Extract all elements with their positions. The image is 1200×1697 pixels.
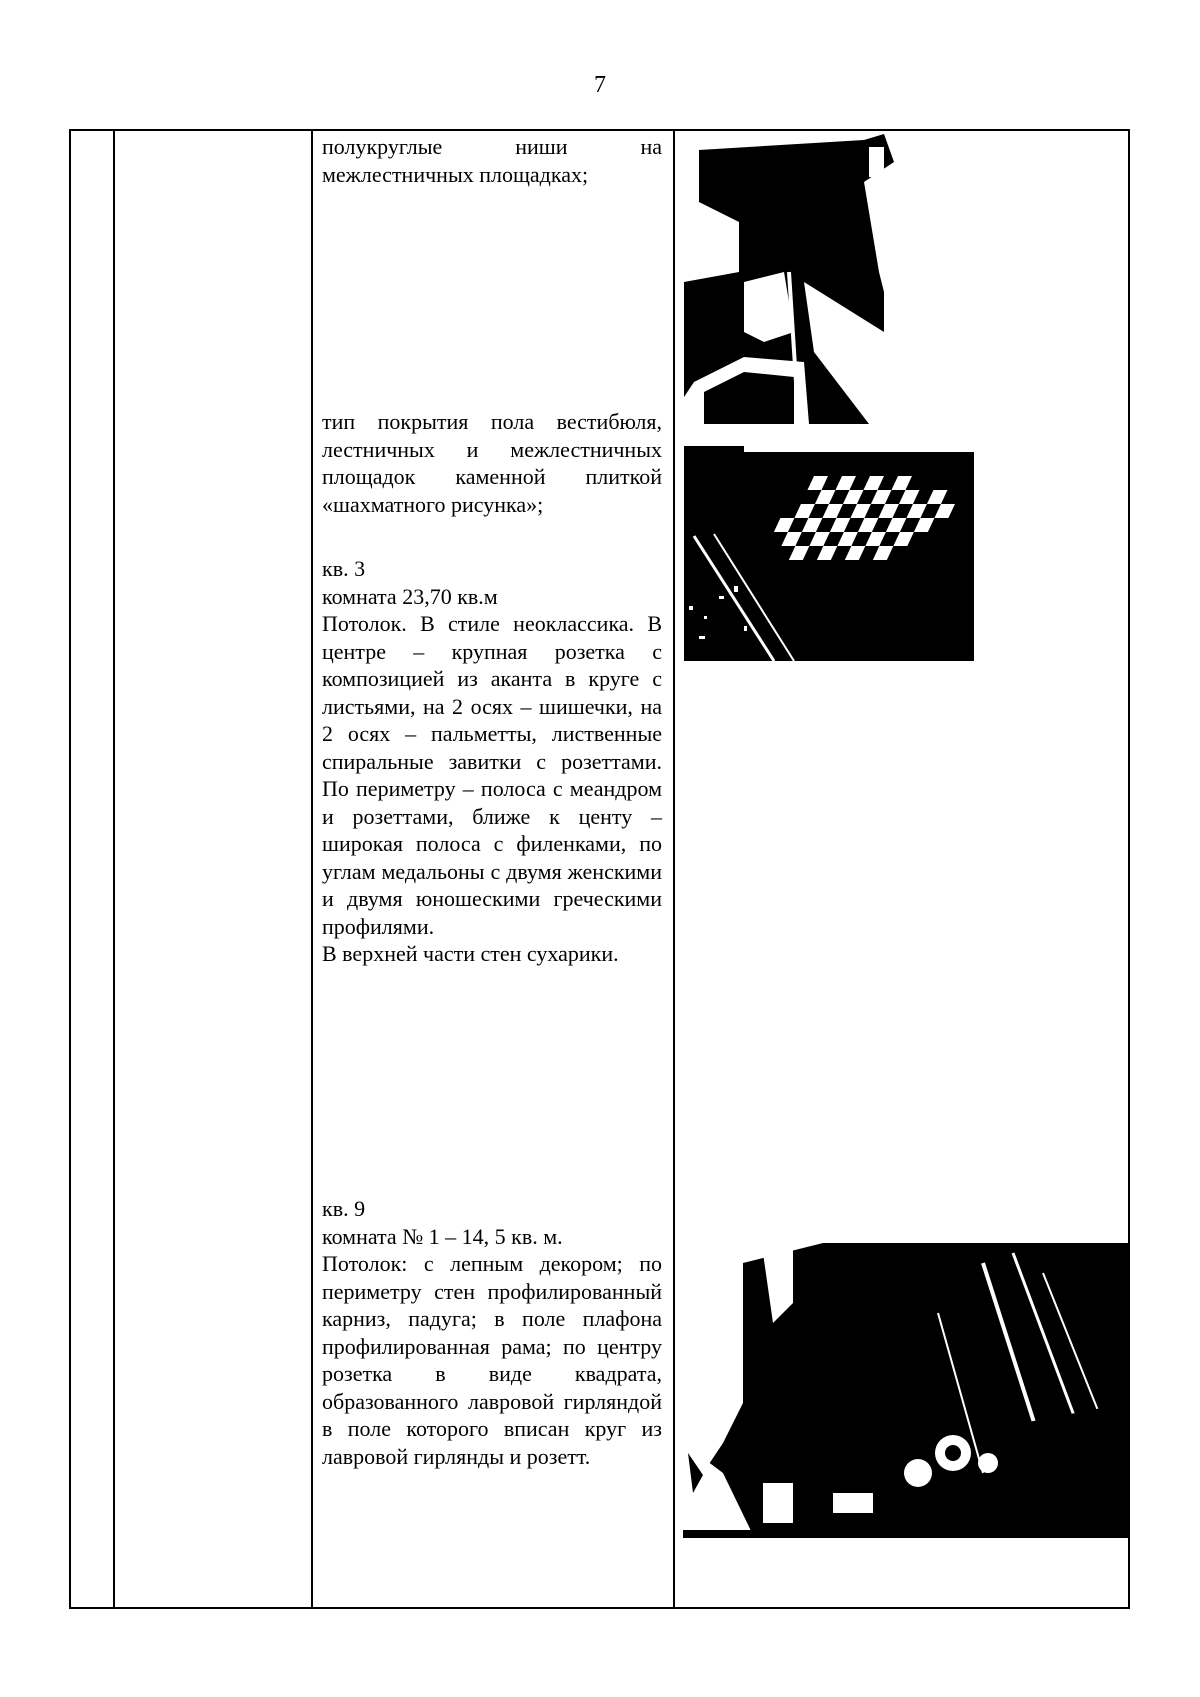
apartment-3-label: кв. 3	[322, 556, 366, 581]
column-divider	[311, 131, 313, 1607]
apartment-3-ceiling: Потолок. В стиле неоклассика. В центре – крупная розетка с композицией из аканта в круге с листьями, на 2 осях – шишечки, на 2 осях – пальметты, лиственные спиральные завитки с розеттами. По периметру – полоса с меандром и розеттами, ближе к центу – широкая полоса с филенками, по углам медальоны с двумя женскими и двумя юношескими греческими профилями.	[322, 611, 662, 939]
apartment-3-walls: В верхней части стен сухарики.	[322, 941, 619, 966]
photo-niche	[684, 132, 904, 424]
apartment-3-room: комната 23,70 кв.м	[322, 583, 498, 609]
text-niches: полукруглые ниши на межлестничных площадках;	[322, 134, 662, 187]
photo-checkered-floor	[684, 446, 974, 661]
apartment-9-room: комната № 1 – 14, 5 кв. м.	[322, 1223, 563, 1249]
photo-ceiling-cornice	[683, 1243, 1128, 1538]
column-divider	[673, 131, 675, 1607]
page-number: 7	[594, 72, 606, 98]
column-divider	[113, 131, 115, 1607]
text-apartment-9	[322, 1195, 662, 1470]
apartment-9-ceiling: Потолок: с лепным декором; по периметру стен профилированный карниз, падуга; в поле плафона профилированная рама; по центру розетка в виде квадрата, образованного лавровой гирляндой в поле которого вписан круг из лавровой гирлянды и розетт.	[322, 1251, 662, 1469]
text-floor: тип покрытия пола вестибюля, лестничных и межлестничных площадок каменной плиткой «шахматного рисунка»;	[322, 409, 662, 517]
apartment-9-label: кв. 9	[322, 1196, 366, 1221]
text-apartment-3	[322, 555, 662, 968]
